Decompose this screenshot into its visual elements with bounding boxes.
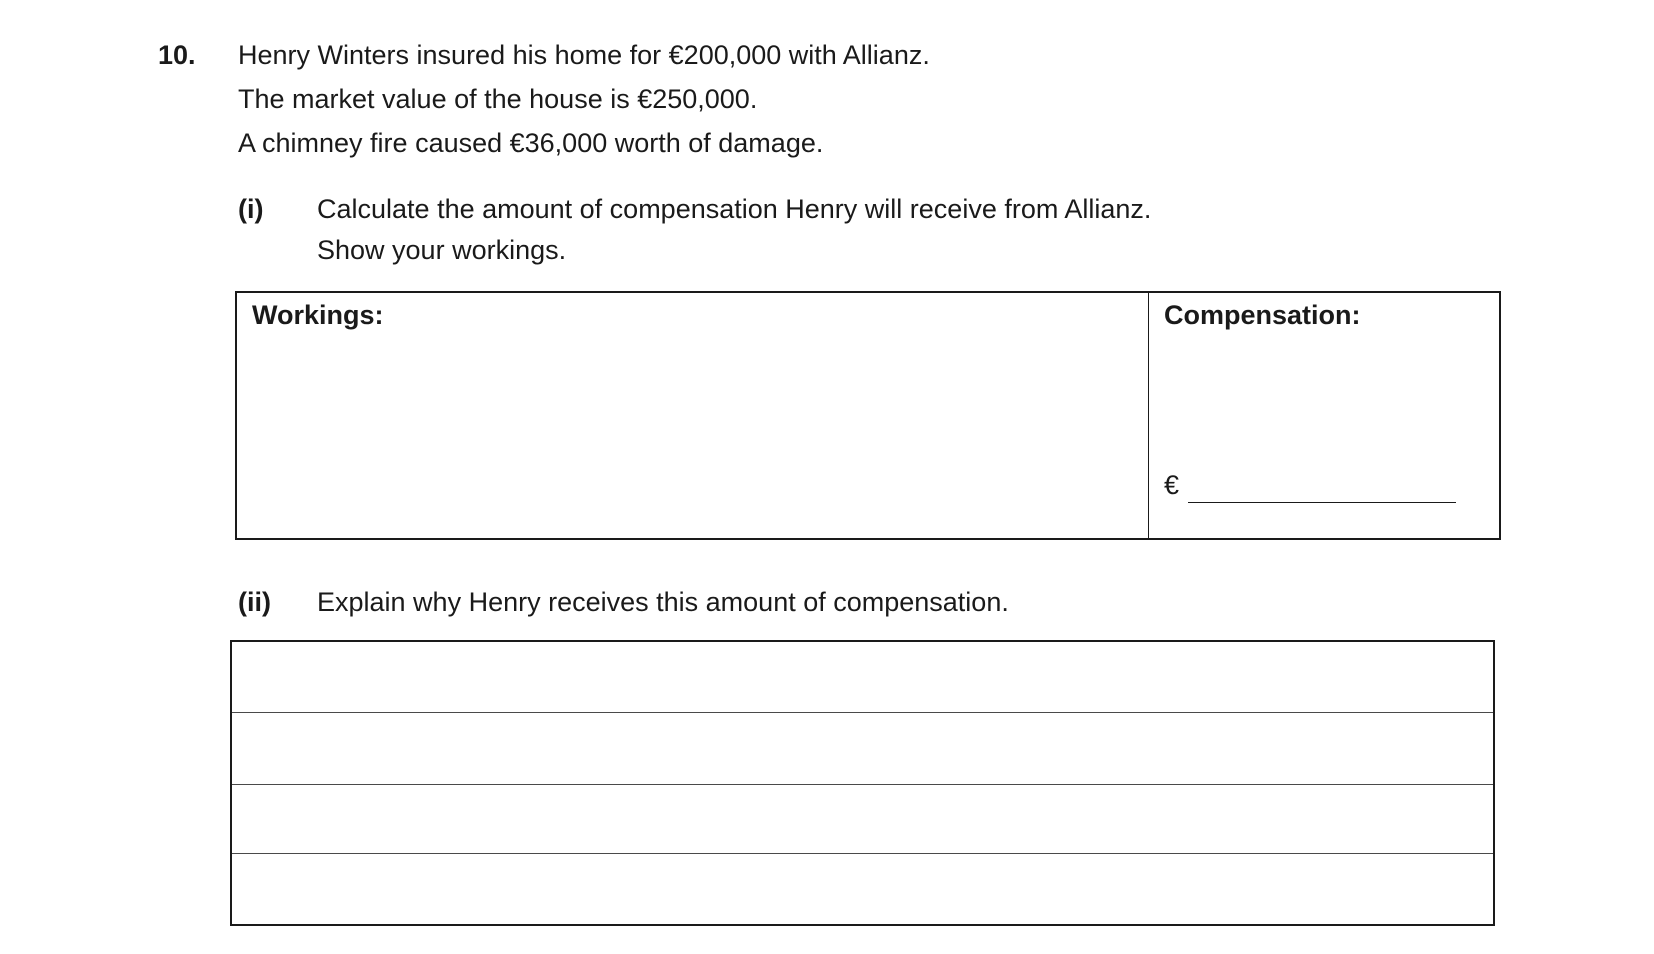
part-ii-answer-box[interactable] (230, 640, 1495, 926)
compensation-heading: Compensation: (1164, 300, 1361, 330)
stem-line: The market value of the house is €250,000. (238, 84, 758, 114)
stem-line: A chimney fire caused €36,000 worth of damage. (238, 128, 824, 158)
part-i-label: (i) (238, 194, 264, 224)
workings-area[interactable] (237, 293, 1149, 538)
part-i-answer-box (235, 291, 1501, 540)
part-i-instruction: Calculate the amount of compensation Henry will receive from Allianz. (317, 194, 1152, 224)
euro-symbol: € (1164, 470, 1180, 500)
compensation-area (1149, 293, 1499, 538)
answer-ruled-line (232, 784, 1493, 785)
stem-line: Henry Winters insured his home for €200,000 with Allianz. (238, 40, 930, 70)
part-ii-instruction: Explain why Henry receives this amount of compensation. (317, 587, 1009, 617)
part-i-instruction-2: Show your workings. (317, 235, 567, 265)
answer-ruled-line (232, 712, 1493, 713)
part-ii-label: (ii) (238, 587, 271, 617)
question-number: 10. (158, 40, 196, 70)
compensation-answer-line[interactable] (1188, 502, 1456, 503)
workings-heading: Workings: (252, 300, 384, 330)
answer-ruled-line (232, 853, 1493, 854)
